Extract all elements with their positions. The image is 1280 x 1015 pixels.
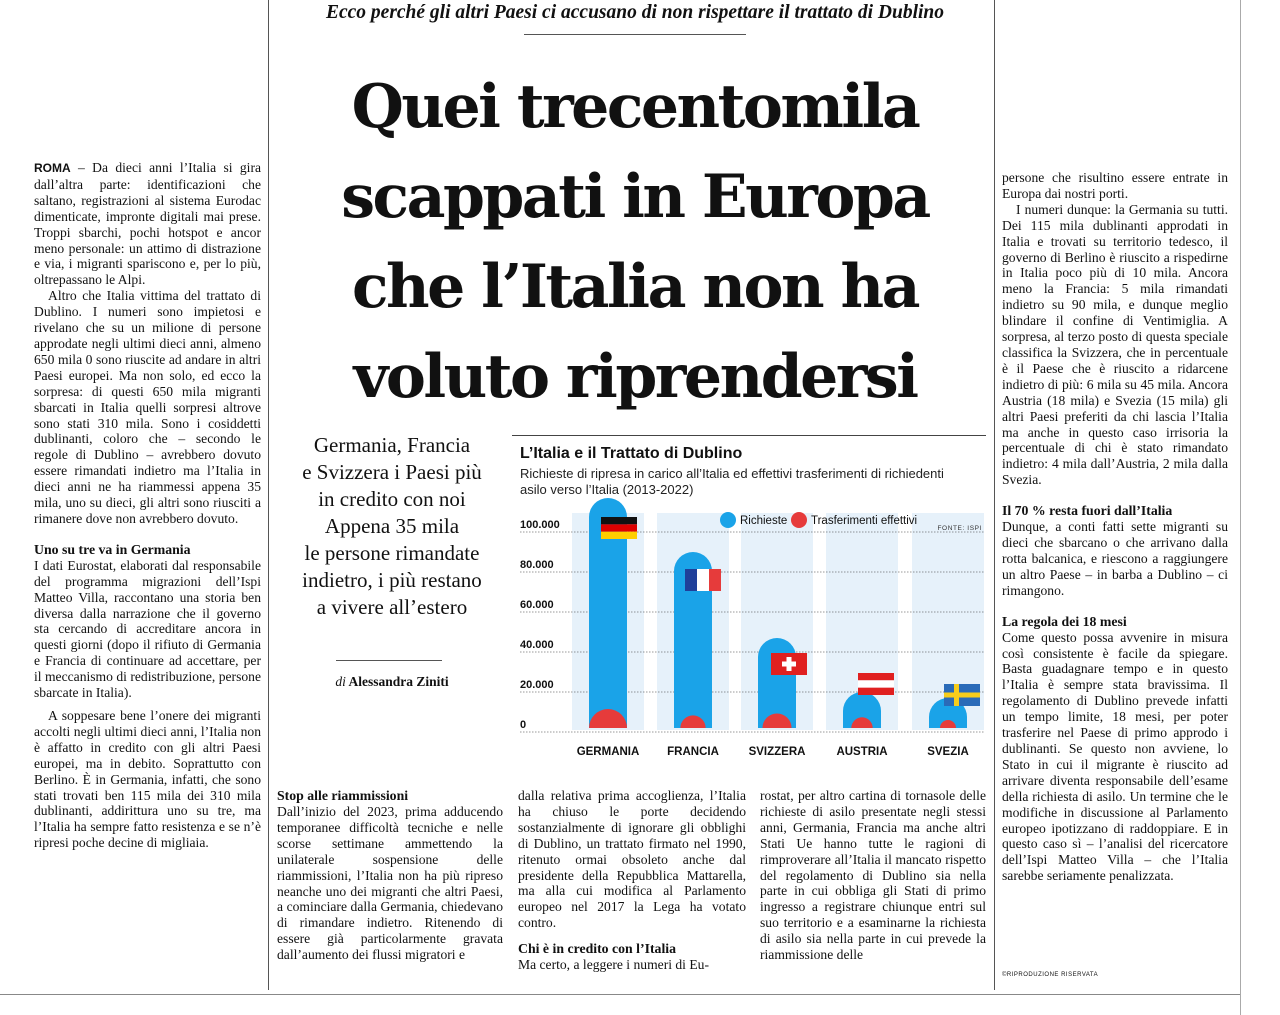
paragraph: Ma certo, a leggere i numeri di Eu- bbox=[518, 957, 709, 973]
chart-category-label: AUSTRIA bbox=[836, 746, 888, 758]
paragraph: Dunque, a conti fatti sette migranti su dieci che sbarcano o che arrivano dalla rotta balcanica, e riescono a raggiungere un altro Paese – in barba a Dublino – ci rimangono. bbox=[1002, 519, 1228, 598]
chart-y-tick-label: 100.000 bbox=[520, 519, 560, 531]
subheading: Uno su tre va in Germania bbox=[34, 541, 191, 557]
chart-category-label: FRANCIA bbox=[667, 746, 719, 758]
standfirst-line: le persone rimandate bbox=[304, 541, 480, 565]
paragraph: – Da dieci anni l’Italia si gira dall’altra parte: identificazioni che saltano, registrazioni al sistema Eurodac dimenticate, impronte digitali mai prese. Troppi sbarchi, pochi hotspot e ancor meno personale: un attimo di distrazione e via, i migranti spariscono e, per lo più, oltrepassano le Alpi. bbox=[34, 160, 261, 288]
paragraph: persone che risultino essere entrate in Europa dai nostri porti. bbox=[1002, 170, 1228, 201]
chart-y-tick-label: 40.000 bbox=[520, 639, 554, 651]
austria-flag-icon bbox=[858, 673, 894, 695]
dateline: ROMA bbox=[34, 161, 71, 175]
standfirst-line: a vivere all’estero bbox=[316, 595, 468, 619]
byline bbox=[282, 674, 502, 690]
chart-category-label: SVEZIA bbox=[927, 746, 969, 758]
legend-trasferimenti-label: Trasferimenti effettivi bbox=[811, 515, 918, 527]
subheading: Stop alle riammissioni bbox=[277, 788, 409, 803]
mid-column-1 bbox=[277, 788, 503, 963]
headline-line: voluto riprendersi bbox=[353, 342, 917, 412]
standfirst-line: in credito con noi bbox=[318, 487, 466, 511]
right-column bbox=[1002, 170, 1228, 884]
paragraph: Dall’inizio del 2023, prima adducendo temporanee difficoltà tecniche e nelle scorse settimane ammettendo la unilaterale sospensione delle riammissioni, l’Italia non ha più ripreso neanche uno dei migranti che altri Paesi, a cominciare dalla Germania, chiedevano di rimandare indietro. Ritenendo di essere già particolarmente gravata dall’aumento dei flussi migratori e bbox=[277, 804, 503, 963]
standfirst-line: e Svizzera i Paesi più bbox=[302, 460, 482, 484]
paragraph: dalla relativa prima accoglienza, l’Italia ha chiuso le porte decidendo sostanzialmente di ignorare gli obblighi di Dublino, un trattato firmato nel 1990, ritenuto ormai obsoleto anche dal presidente della Repubblica Mattarella, ma alla cui modifica al Parlamento europeo nel 2017 la Lega ha votato contro. bbox=[518, 788, 746, 931]
paragraph: Come questo possa avvenire in misura così consistente è facile da spiegare. Basta guadagnare tempo e in questo l’Italia è sempre stata bravissima. Il regolamento di Dublino prevede infatti un tempo limite, 18 mesi, per poter trasferire nel Paese di primo approdo i dublinanti. Se questo non avviene, lo Stato in cui il migrante è riuscito ad arrivare diventa responsabile dell’esame della richiesta di asilo. Un termine che le modifiche in discussione al Parlamento europeo ipotizzano di raddoppiare. E in questo caso sì – l’analisi del ricercatore dell’Ispi Matteo Villa – che l’Italia sarebbe seriamente penalizzata. bbox=[1002, 629, 1228, 884]
chart-y-tick-label: 60.000 bbox=[520, 599, 554, 611]
paragraph: I numeri dunque: la Germania su tutti. Dei 115 mila dublinanti approdati in Italia e trovati su territorio tedesco, il governo di Berlino è riuscito a rispedirne in Italia poco più di 10 mila. Ancora meno la Francia: 5 mila rimandati indietro su 90 mila, e dunque meglio blindare il confine di Ventimiglia. A sorpresa, al terzo posto di questa speciale classifica la Svizzera, che in percentuale è il Paese che è riuscito a ridarcene indietro di più: 6 mila su 45 mila. Ancora Austria (18 mila) e Svezia (15 mila) gli altri Paesi preferiti da chi lascia l’Italia ma anche in questo caso irrisoria la percentuale di chi è stato rimandato indietro: 4 mila dall’Austria, 2 mila dalla Svezia. bbox=[1002, 201, 1228, 488]
chart bbox=[512, 435, 986, 777]
paragraph: A soppesare bene l’onere dei migranti accolti negli ultimi dieci anni, l’Italia non è affatto in credito con gli altri Paesi europei, ma in debito. Soprattutto con Berlino. È in Germania, infatti, che sono stati trovati ben 115 mila dei 310 mila dublinanti, addirittura uno su tre, ma l’Italia ha sempre fatto resistenza e se n’è ripresi poche decine di migliaia. bbox=[34, 708, 261, 851]
standfirst-line: Germania, Francia bbox=[313, 433, 471, 457]
paragraph: I dati Eurostat, elaborati dal responsabile del programma migrazioni dell’Ispi Matteo Villa, raccontano una storia ben diversa dalla narrazione che il governo sta cercando di accreditare ancora in questi giorni (dopo il rifiuto di Germania e Francia di continuare ad accettare, per il meccanismo di redistribuzione, persone sbarcate in Italia). bbox=[34, 557, 261, 701]
switzerland-flag-icon bbox=[771, 653, 807, 675]
left-column bbox=[34, 160, 261, 851]
kicker: Ecco perché gli altri Paesi ci accusano di non rispettare il trattato di Dublino bbox=[325, 2, 945, 23]
headline-line: Quei trecentomila bbox=[351, 72, 919, 142]
subheading: Il 70 % resta fuori dall’Italia bbox=[1002, 503, 1173, 519]
chart-y-tick-label: 20.000 bbox=[520, 679, 554, 691]
copyright-notice: ©RIPRODUZIONE RISERVATA bbox=[1002, 972, 1099, 978]
standfirst bbox=[282, 432, 502, 621]
headline-line: scappati in Europa bbox=[341, 162, 929, 232]
column-rule-left bbox=[268, 0, 269, 990]
france-flag-icon bbox=[685, 569, 721, 591]
chart-y-tick-label: 0 bbox=[520, 719, 527, 731]
standfirst-line: Appena 35 mila bbox=[324, 514, 460, 538]
chart-plot bbox=[512, 435, 986, 777]
paragraph: Altro che Italia vittima del trattato di Dublino. I numeri sono impietosi e rivelano che su un milione di persone approdate negli ultimi dieci anni, almeno 650 mila 0 sono riuscite ad andare in altri Paesi europei. Ma non solo, ed ecco la sorpresa: di questi 650 mila migranti sbarcati in Italia quelli sorpresi altrove sono stati 310 mila. Sono i cosiddetti dublinanti, coloro che – secondo le regole di Dublino – avrebbero dovuto essere rimandati indietro ma l’Italia in dieci anni ne ha riammessi appena 35 mila, uno su dieci, gli altri sono riusciti a rimanere dove non avrebbero dovuto. bbox=[34, 288, 261, 526]
headline bbox=[280, 62, 990, 422]
paragraph: rostat, per altro cartina di tornasole delle richieste di asilo presentate negli stessi anni, Germania, Francia ma anche altri Stati Ue hanno tutte le ragioni di rimproverare all’Italia il mancato rispetto del regolamento di Dublino sia nella parte in cui obbliga gli Stati di primo ingresso a registrare chiunque entri sul suo territorio e a esaminarne la richiesta di asilo sia nella parte in cui prevede la riammissione delle bbox=[760, 788, 986, 963]
byline-rule bbox=[336, 660, 442, 661]
chart-title: L’Italia e il Trattato di Dublino bbox=[520, 445, 743, 462]
legend-trasferimenti-swatch bbox=[791, 512, 807, 528]
legend-richieste-swatch bbox=[720, 512, 736, 528]
byline-prefix: di bbox=[335, 674, 346, 689]
byline-author: Alessandra Ziniti bbox=[348, 674, 449, 689]
column-rule-right bbox=[994, 0, 995, 990]
standfirst-line: indietro, i più restano bbox=[302, 568, 482, 592]
page-edge-rule bbox=[1240, 0, 1241, 1015]
chart-category-label: SVIZZERA bbox=[748, 746, 806, 758]
subheading: Chi è in credito con l’Italia bbox=[518, 941, 677, 957]
headline-line: che l’Italia non ha bbox=[351, 252, 919, 322]
sweden-flag-icon bbox=[944, 684, 980, 706]
bottom-rule bbox=[0, 994, 1240, 995]
germany-flag-icon bbox=[601, 517, 637, 539]
chart-subtitle: Richieste di ripresa in carico all’Italia ed effettivi trasferimenti di richiedenti asilo verso l’Italia (2013-2022) bbox=[520, 466, 944, 497]
kicker-underline bbox=[524, 34, 746, 35]
chart-source: FONTE: ISPI bbox=[937, 525, 982, 532]
chart-y-tick-label: 80.000 bbox=[520, 559, 554, 571]
chart-category-label: GERMANIA bbox=[576, 746, 640, 758]
mid-column-2 bbox=[518, 788, 746, 973]
legend-richieste-label: Richieste bbox=[740, 515, 788, 527]
mid-column-3 bbox=[760, 788, 986, 963]
subheading: La regola dei 18 mesi bbox=[1002, 613, 1127, 629]
